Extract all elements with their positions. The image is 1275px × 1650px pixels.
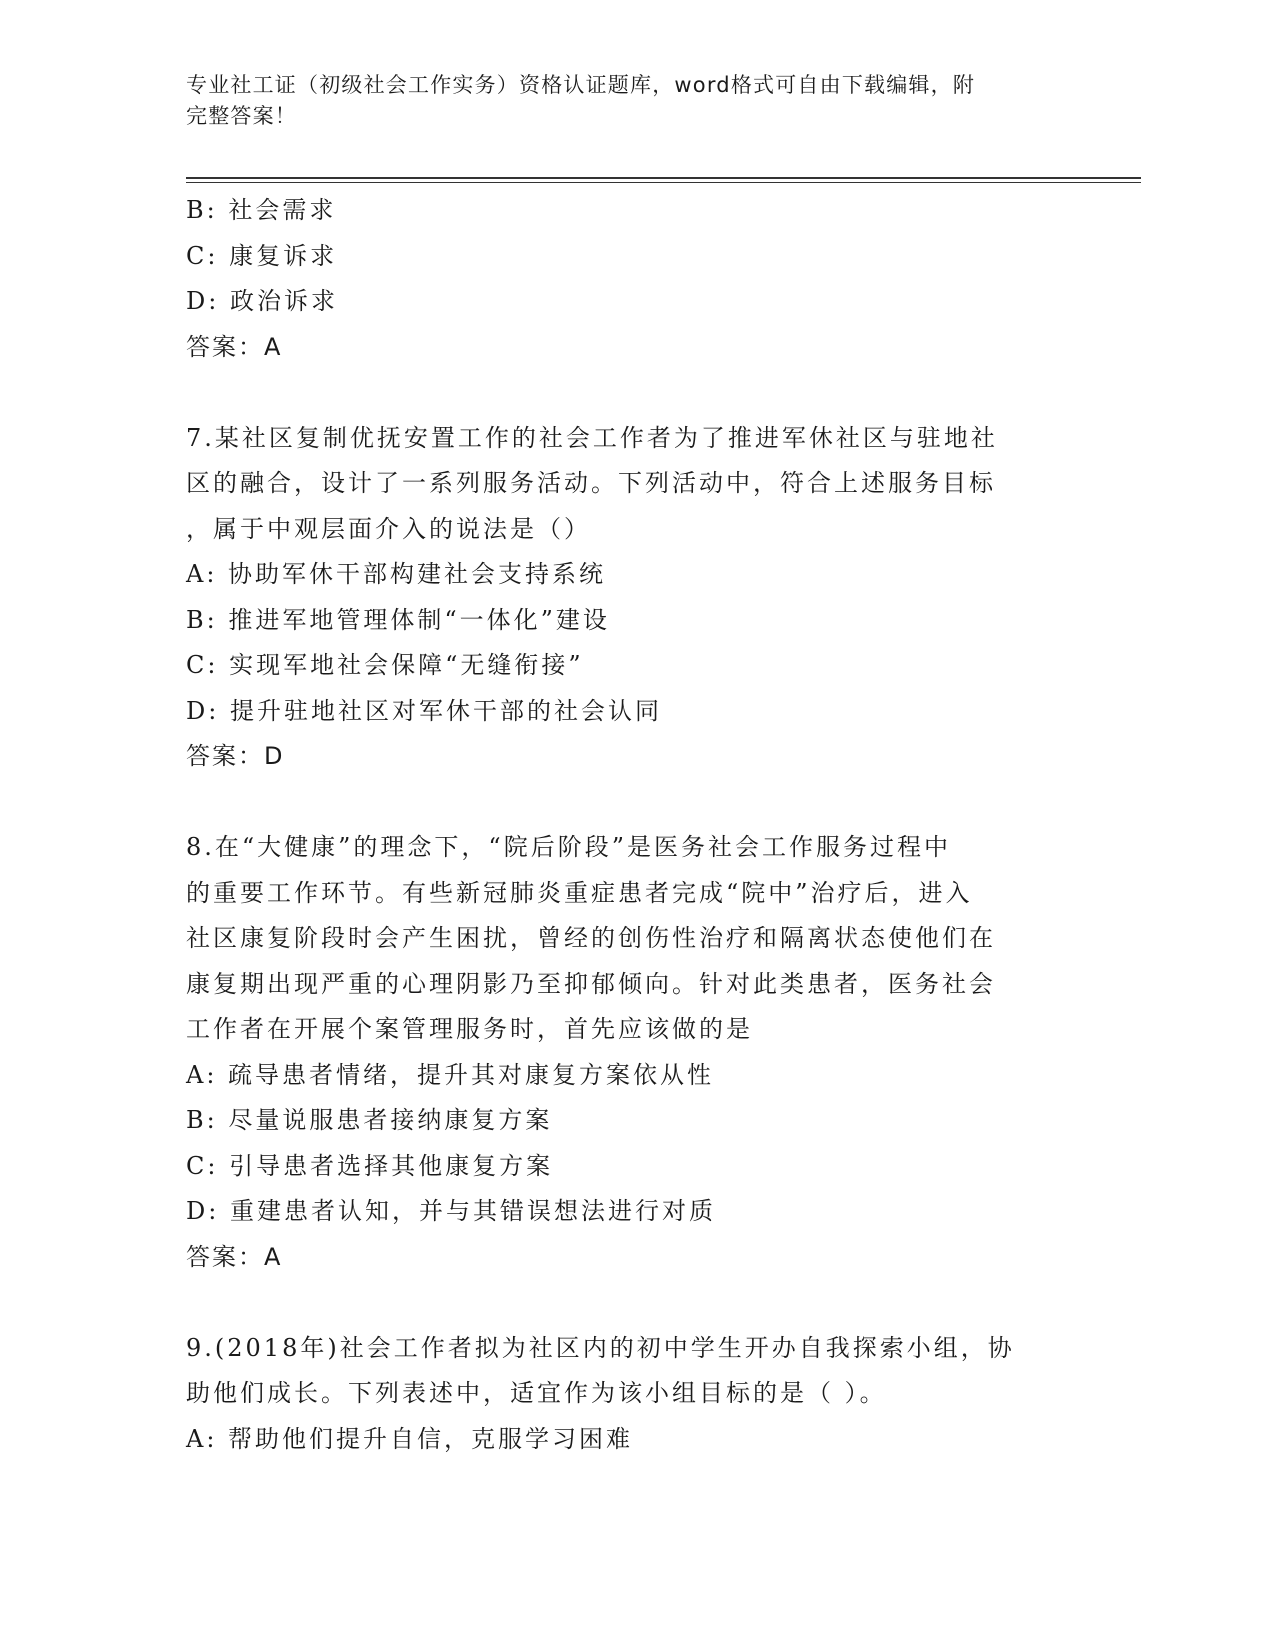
question-text-line: 7.某社区复制优抚安置工作的社会工作者为了推进军休社区与驻地社 bbox=[186, 423, 998, 452]
question-8 bbox=[186, 825, 1066, 1280]
option-a: A: 帮助他们提升自信，克服学习困难 bbox=[186, 1424, 634, 1453]
option-c: C: 康复诉求 bbox=[186, 241, 338, 270]
header-divider-thick bbox=[186, 177, 1141, 179]
question-text-line: 社区康复阶段时会产生困扰，曾经的创伤性治疗和隔离状态使他们在 bbox=[186, 924, 996, 952]
header-line-2: 完整答案！ bbox=[186, 104, 297, 128]
option-a: A: 疏导患者情绪，提升其对康复方案依从性 bbox=[186, 1060, 715, 1089]
answer: 答案：D bbox=[186, 742, 285, 770]
option-b: B: 社会需求 bbox=[186, 196, 337, 224]
header-line-1: 专业社工证（初级社会工作实务）资格认证题库，word格式可自由下载编辑，附 bbox=[186, 73, 976, 97]
option-d: D: 重建患者认知，并与其错误想法进行对质 bbox=[186, 1197, 716, 1225]
header-divider-thin bbox=[186, 182, 1141, 183]
question-text-line: 康复期出现严重的心理阴影乃至抑郁倾向。针对此类患者，医务社会 bbox=[186, 969, 996, 998]
document-header bbox=[186, 70, 1066, 132]
document-body bbox=[186, 188, 1066, 1462]
prev-question bbox=[186, 188, 1066, 370]
question-text-line: 工作者在开展个案管理服务时，首先应该做的是 bbox=[186, 1015, 753, 1043]
question-9 bbox=[186, 1326, 1066, 1463]
question-7 bbox=[186, 416, 1066, 780]
option-d: D: 提升驻地社区对军休干部的社会认同 bbox=[186, 696, 662, 725]
option-b: B: 尽量说服患者接纳康复方案 bbox=[186, 1106, 553, 1134]
option-c: C: 引导患者选择其他康复方案 bbox=[186, 1151, 554, 1180]
option-a: A: 协助军休干部构建社会支持系统 bbox=[186, 560, 607, 588]
option-d: D: 政治诉求 bbox=[186, 287, 338, 315]
question-text-line: 助他们成长。下列表述中，适宜作为该小组目标的是（ ）。 bbox=[186, 1379, 887, 1407]
question-text-line: 区的融合，设计了一系列服务活动。下列活动中，符合上述服务目标 bbox=[186, 469, 996, 497]
answer: 答案：A bbox=[186, 332, 283, 361]
option-c: C: 实现军地社会保障“无缝衔接” bbox=[186, 651, 584, 679]
question-text-line: 的重要工作环节。有些新冠肺炎重症患者完成“院中”治疗后，进入 bbox=[186, 878, 973, 907]
answer: 答案：A bbox=[186, 1242, 283, 1271]
question-text-line: 9.(2018年)社会工作者拟为社区内的初中学生开办自我探索小组，协 bbox=[186, 1333, 1015, 1362]
question-text-line: ，属于中观层面介入的说法是（） bbox=[186, 514, 591, 543]
option-b: B: 推进军地管理体制“一体化”建设 bbox=[186, 605, 610, 634]
question-text-line: 8.在“大健康”的理念下，“院后阶段”是医务社会工作服务过程中 bbox=[186, 833, 951, 861]
